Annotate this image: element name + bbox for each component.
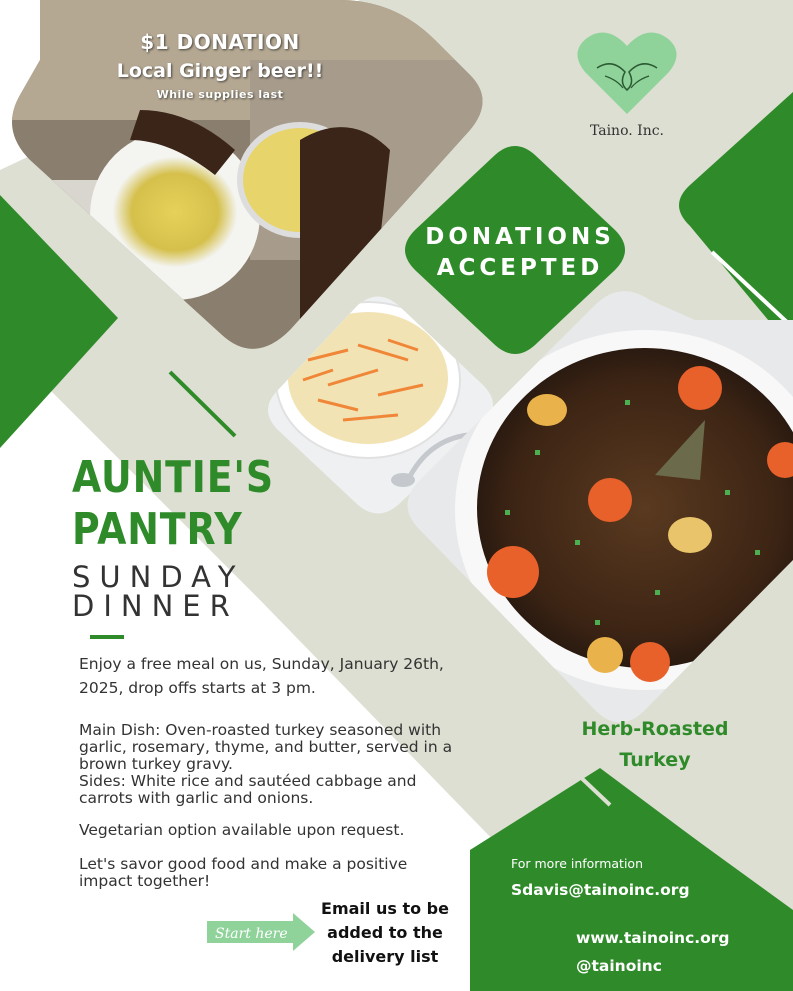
contact-label: For more information <box>511 856 644 871</box>
start-here-label: Start here <box>215 926 288 942</box>
promo-line3: While supplies last <box>156 88 284 101</box>
logo-name: Taino. Inc. <box>589 123 664 139</box>
promo-line1: $1 DONATION <box>140 30 300 54</box>
sides-text: Sides: White rice and sautéed cabbage and carrots with garlic and onions. <box>79 772 417 807</box>
title-divider <box>90 635 124 639</box>
donations-line1: DONATIONS <box>425 224 615 250</box>
title-line1: AUNTIE'S <box>72 452 274 503</box>
main-dish-text: Main Dish: Oven-roasted turkey seasoned with garlic, rosemary, thyme, and butter, served in a brown turkey gravy. <box>79 721 453 773</box>
subtitle-line2: DINNER <box>72 589 239 623</box>
page-subtitle <box>72 560 245 623</box>
contact-handle[interactable]: @tainoinc <box>576 957 662 975</box>
subtitle-line1: SUNDAY <box>72 560 245 594</box>
taino-logo <box>572 28 682 139</box>
intro-text: Enjoy a free meal on us, Sunday, January 26th, 2025, drop offs starts at 3 pm. <box>79 655 444 697</box>
contact-email[interactable]: Sdavis@tainoinc.org <box>511 881 690 899</box>
vegetarian-text: Vegetarian option available upon request. <box>79 821 405 839</box>
cta-line2: added to the <box>327 923 443 942</box>
dish-caption <box>560 714 750 776</box>
start-here-arrow-icon <box>207 913 315 951</box>
closing-text: Let's savor good food and make a positive impact together! <box>79 855 408 890</box>
cta-line3: delivery list <box>331 947 439 966</box>
donations-line2: ACCEPTED <box>436 255 604 281</box>
caption-line2: Turkey <box>619 749 691 771</box>
heart-hands-icon <box>577 28 677 116</box>
email-cta <box>310 897 460 969</box>
donations-accepted <box>420 222 620 284</box>
promo-line2: Local Ginger beer!! <box>116 60 324 82</box>
cta-line1: Email us to be <box>321 899 449 918</box>
page-title <box>72 452 274 556</box>
contact-website[interactable]: www.tainoinc.org <box>576 929 730 947</box>
ginger-beer-promo <box>70 30 370 101</box>
caption-line1: Herb-Roasted <box>581 718 729 740</box>
title-line2: PANTRY <box>72 504 243 555</box>
